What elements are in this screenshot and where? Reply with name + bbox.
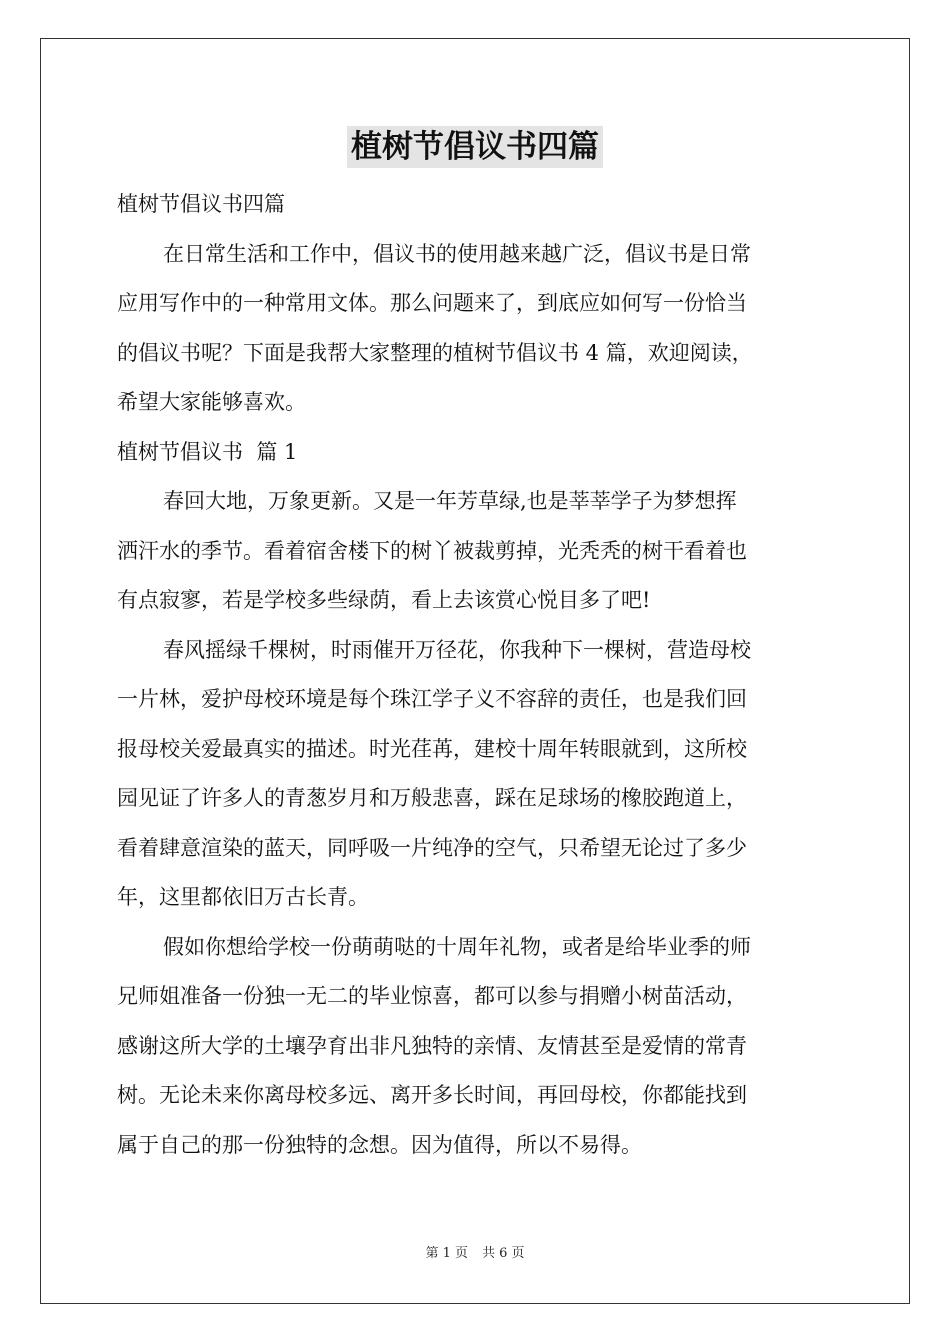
page-footer [0, 1244, 950, 1264]
intro-paragraph [117, 230, 835, 428]
document-subtitle: 植树节倡议书四篇 [117, 192, 285, 216]
text-line: 感谢这所大学的土壤孕育出非凡独特的亲情、友情甚至是爱情的常青 [117, 1033, 747, 1058]
text-line: 报母校关爱最真实的描述。时光荏苒，建校十周年转眼就到，这所校 [117, 736, 747, 761]
text-line: 洒汗水的季节。看着宿舍楼下的树丫被裁剪掉，光秃秃的树干看着也 [117, 538, 747, 563]
paragraph-2 [117, 626, 835, 923]
page-number-total: 共 6 页 [482, 1246, 525, 1261]
page-number-current: 第 1 页 [425, 1246, 468, 1261]
text-line: 的倡议书呢？下面是我帮大家整理的植树节倡议书 4 篇，欢迎阅读， [117, 340, 753, 365]
document-title: 植树节倡议书四篇 [347, 126, 603, 168]
text-line: 属于自己的那一份独特的念想。因为值得，所以不易得。 [117, 1132, 642, 1157]
paragraph-3 [117, 923, 835, 1171]
section-heading: 植树节倡议书 篇 1 [117, 439, 298, 464]
text-line: 在日常生活和工作中，倡议书的使用越来越广泛，倡议书是日常 [163, 241, 751, 266]
paragraph-1 [117, 477, 835, 626]
text-line: 园见证了许多人的青葱岁月和万般悲喜，踩在足球场的橡胶跑道上， [117, 786, 747, 810]
text-line: 假如你想给学校一份萌萌哒的十周年礼物，或者是给毕业季的师 [163, 934, 751, 959]
text-line: 有点寂寥，若是学校多些绿荫，看上去该赏心悦目多了吧! [117, 588, 651, 612]
text-line: 春回大地，万象更新。又是一年芳草绿,也是莘莘学子为梦想挥 [163, 489, 737, 513]
text-line: 一片林，爱护母校环境是每个珠江学子义不容辞的责任，也是我们回 [117, 687, 747, 711]
text-line: 希望大家能够喜欢。 [117, 390, 306, 414]
title-container [0, 126, 950, 168]
text-line: 看着肆意渲染的蓝天，同呼吸一片纯净的空气，只希望无论过了多少 [117, 835, 747, 860]
text-line: 春风摇绿千棵树，时雨催开万径花，你我种下一棵树，营造母校 [163, 637, 751, 662]
document-body [117, 180, 835, 1170]
text-line: 年，这里都依旧万古长青。 [117, 885, 369, 909]
text-line: 树。无论未来你离母校多远、离开多长时间，再回母校，你都能找到 [117, 1083, 747, 1107]
text-line: 应用写作中的一种常用文体。那么问题来了，到底应如何写一份恰当 [117, 291, 747, 315]
text-line: 兄师姐准备一份独一无二的毕业惊喜，都可以参与捐赠小树苗活动， [117, 984, 747, 1008]
